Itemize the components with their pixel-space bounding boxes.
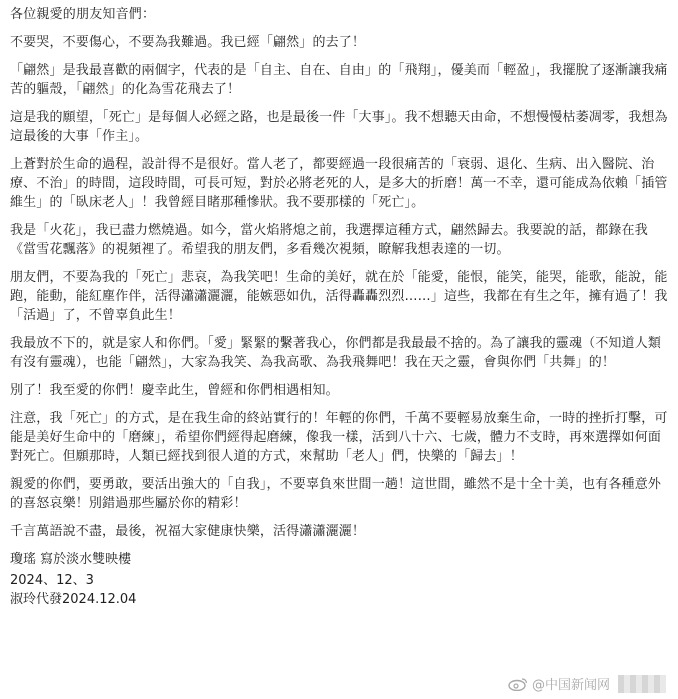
letter-greeting: 各位親愛的朋友知音們： bbox=[10, 7, 156, 22]
mosaic-block bbox=[618, 675, 666, 693]
letter-paragraph: 「翩然」是我最喜歡的兩個字，代表的是「自主、自在、自由」的「飛翔」，優美而「輕盈」，我擺脫了逐漸讓我痛苦的軀殼，「翩然」的化為雪花飛去了！ bbox=[10, 63, 668, 97]
letter-signature: 瓊瑤 寫於淡水雙映樓 bbox=[10, 552, 132, 567]
letter-paragraph: 別了！我至愛的你們！慶幸此生，曾經和你們相遇相知。 bbox=[10, 383, 339, 398]
letter-paragraph: 這是我的願望，「死亡」是每個人必經之路，也是最後一件「大事」。我不想聽天由命，不想慢慢枯萎凋零，我想為這最後的大事「作主」。 bbox=[10, 110, 668, 144]
letter-body bbox=[10, 6, 670, 609]
watermark-text: @中国新闻网 bbox=[531, 678, 610, 693]
letter-paragraph: 上蒼對於生命的過程，設計得不是很好。當人老了，都要經過一段很痛苦的「衰弱、退化、生病、出入醫院、治療、不治」的時間，這段時間，可長可短，對於必將老死的人，是多大的折磨！萬一不幸，還可能成為依賴「插管維生」的「臥床老人」！我曾經目睹那種慘狀。我不要那樣的「死亡」。 bbox=[10, 157, 668, 210]
weibo-icon bbox=[508, 677, 528, 691]
letter-paragraph: 我是「火花」，我已盡力燃燒過。如今，當火焰將熄之前，我選擇這種方式，翩然歸去。我要說的話，都錄在我《當雪花飄落》的視頻裡了。希望我的朋友們，多看幾次視頻，瞭解我想表達的一切。 bbox=[10, 223, 648, 257]
watermark bbox=[508, 674, 666, 693]
letter-paragraph: 我最放不下的，就是家人和你們。「愛」緊緊的繫著我心，你們都是我最最不捨的。為了讓我的靈魂（不知道人類有沒有靈魂），也能「翩然」，大家為我笑、為我高歌、為我飛舞吧！我在天之靈，會與你們「共舞」的！ bbox=[10, 336, 662, 370]
letter-paragraph: 千言萬語說不盡，最後，祝福大家健康快樂，活得瀟瀟灑灑！ bbox=[10, 524, 366, 539]
letter-paragraph: 親愛的你們，要勇敢，要活出強大的「自我」，不要辜負來世間一趟！這世間，雖然不是十全十美，也有各種意外的喜怒哀樂！別錯過那些屬於你的精彩！ bbox=[10, 477, 662, 511]
letter-date: 2024、12、3 bbox=[10, 573, 94, 588]
letter-postscript: 淑玲代發2024.12.04 bbox=[10, 592, 137, 607]
letter-paragraph: 注意，我「死亡」的方式，是在我生命的終站實行的！年輕的你們，千萬不要輕易放棄生命，一時的挫折打擊，可能是美好生命中的「磨練」，希望你們經得起磨練，像我一樣，活到八十六、七歲，體力不支時，再來選擇如何面對死亡。但願那時，人類已經找到很人道的方式，來幫助「老人」們，快樂的「歸去」！ bbox=[10, 411, 668, 464]
letter-paragraph: 朋友們，不要為我的「死亡」悲哀，為我笑吧！生命的美好，就在於「能愛，能恨，能笑，能哭，能歌，能說，能跑，能動，能紅塵作伴，活得瀟瀟灑灑，能嫉惡如仇，活得轟轟烈烈……」這些，我都在有生之年，擁有過了！我「活過」了，不曾辜負此生！ bbox=[10, 270, 668, 323]
letter-paragraph: 不要哭，不要傷心，不要為我難過。我已經「翩然」的去了！ bbox=[10, 35, 366, 50]
